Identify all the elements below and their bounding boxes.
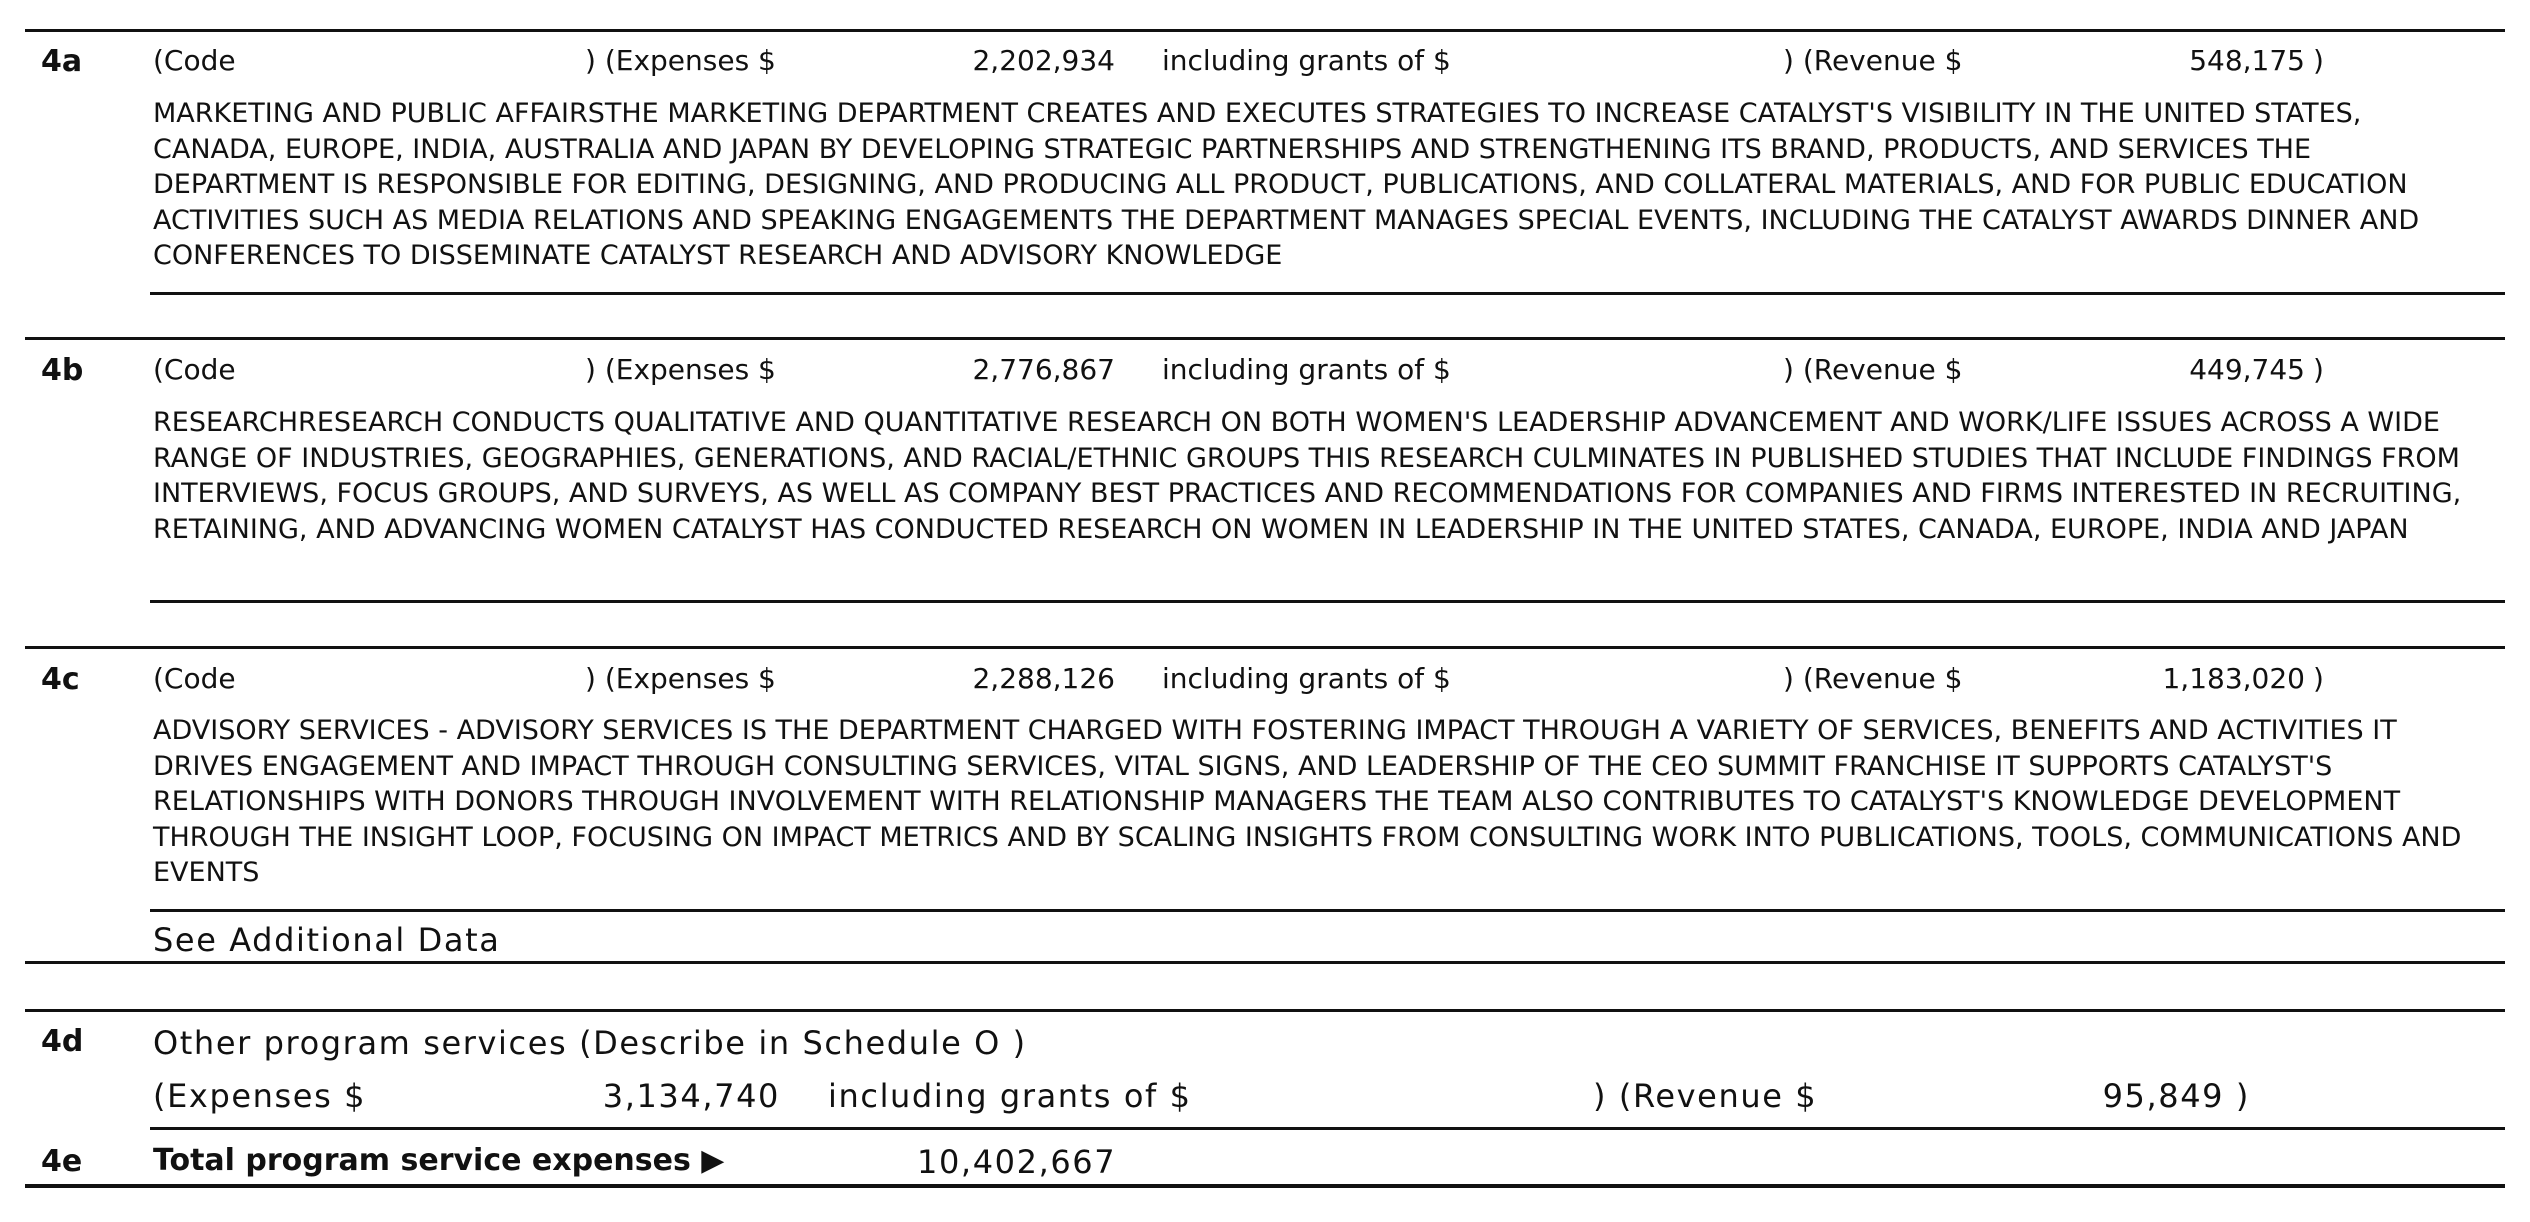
program-description: RESEARCHRESEARCH CONDUCTS QUALITATIVE AND QUANTITATIVE RESEARCH ON BOTH WOMEN'S LEADERSHIP ADVANCEMENT AND WORK/LIFE ISSUES ACROSS A WIDE RANGE OF INDUSTRIES, GEOGRAPHIES, GENERATIONS, AND RACIAL/ETHNIC GROUPS THIS RESEARCH CULMINATES IN PUBLISHED STUDIES THAT INCLUDE FINDINGS FROM INTERVIEWS, FOCUS GROUPS, AND SURVEYS, AS WELL AS COMPANY BEST PRACTICES AND RECOMMENDATIONS FOR COMPANIES AND FIRMS INTERESTED IN RECRUITING, RETAINING, AND ADVANCING WOMEN CATALYST HAS CONDUCTED RESEARCH ON WOMEN IN LEADERSHIP IN THE UNITED STATES, CANADA, EUROPE, INDIA AND JAPAN — [153, 407, 2462, 545]
line-number: 4b — [41, 353, 84, 388]
expenses-label: (Expenses $ — [153, 1077, 367, 1115]
divider — [25, 1009, 2505, 1012]
grants-label: including grants of $ — [828, 1077, 1192, 1115]
divider — [25, 337, 2505, 340]
other-program-services-label: Other program services (Describe in Schedule O ) — [153, 1024, 1027, 1062]
divider — [25, 1184, 2505, 1188]
expenses-value: 2,776,867 — [972, 353, 1115, 386]
revenue-value: 1,183,020 — [2162, 662, 2305, 695]
expenses-value: 2,288,126 — [972, 662, 1115, 695]
expenses-label: ) (Expenses $ — [585, 353, 776, 386]
divider — [25, 29, 2505, 32]
code-label: (Code — [153, 662, 236, 695]
divider — [25, 961, 2505, 964]
revenue-label: ) (Revenue $ — [1783, 353, 1963, 386]
revenue-label: ) (Revenue $ — [1783, 662, 1963, 695]
grants-label: including grants of $ — [1162, 353, 1451, 386]
divider — [150, 292, 2505, 295]
program-description: ADVISORY SERVICES - ADVISORY SERVICES IS THE DEPARTMENT CHARGED WITH FOSTERING IMPACT THROUGH A VARIETY OF SERVICES, BENEFITS AND ACTIVITIES IT DRIVES ENGAGEMENT AND IMPACT THROUGH CONSULTING SERVICES, VITAL SIGNS, AND LEADERSHIP OF THE CEO SUMMIT FRANCHISE IT SUPPORTS CATALYST'S RELATIONSHIPS WITH DONORS THROUGH INVOLVEMENT WITH RELATIONSHIP MANAGERS THE TEAM ALSO CONTRIBUTES TO CATALYST'S KNOWLEDGE DEVELOPMENT THROUGH THE INSIGHT LOOP, FOCUSING ON IMPACT METRICS AND BY SCALING INSIGHTS FROM CONSULTING WORK INTO PUBLICATIONS, TOOLS, COMMUNICATIONS AND EVENTS — [153, 715, 2462, 888]
line-number: 4e — [41, 1144, 83, 1179]
line-number: 4a — [41, 44, 83, 79]
code-label: (Code — [153, 353, 236, 386]
close-paren: ) — [2313, 353, 2324, 386]
revenue-value: 548,175 — [2189, 44, 2305, 77]
divider — [25, 646, 2505, 649]
revenue-value: 95,849 ) — [2102, 1077, 2250, 1115]
grants-label: including grants of $ — [1162, 44, 1451, 77]
program-description: MARKETING AND PUBLIC AFFAIRSTHE MARKETING DEPARTMENT CREATES AND EXECUTES STRATEGIES TO INCREASE CATALYST'S VISIBILITY IN THE UNITED STATES, CANADA, EUROPE, INDIA, AUSTRALIA AND JAPAN BY DEVELOPING STRATEGIC PARTNERSHIPS AND STRENGTHENING ITS BRAND, PRODUCTS, AND SERVICES THE DEPARTMENT IS RESPONSIBLE FOR EDITING, DESIGNING, AND PRODUCING ALL PRODUCT, PUBLICATIONS, AND COLLATERAL MATERIALS, AND FOR PUBLIC EDUCATION ACTIVITIES SUCH AS MEDIA RELATIONS AND SPEAKING ENGAGEMENTS THE DEPARTMENT MANAGES SPECIAL EVENTS, INCLUDING THE CATALYST AWARDS DINNER AND CONFERENCES TO DISSEMINATE CATALYST RESEARCH AND ADVISORY KNOWLEDGE — [153, 98, 2420, 271]
see-additional-data: See Additional Data — [153, 921, 501, 959]
revenue-label: ) (Revenue $ — [1783, 44, 1963, 77]
close-paren: ) — [2313, 44, 2324, 77]
total-program-service-expenses-value: 10,402,667 — [917, 1143, 1117, 1181]
divider — [150, 909, 2505, 912]
divider — [150, 1127, 2505, 1130]
revenue-label: ) (Revenue $ — [1593, 1077, 1818, 1115]
expenses-value: 3,134,740 — [602, 1077, 780, 1115]
total-program-service-expenses-label: Total program service expenses ▶ — [153, 1143, 725, 1178]
divider — [150, 600, 2505, 603]
close-paren: ) — [2313, 662, 2324, 695]
line-number: 4d — [41, 1024, 84, 1059]
expenses-label: ) (Expenses $ — [585, 662, 776, 695]
code-label: (Code — [153, 44, 236, 77]
grants-label: including grants of $ — [1162, 662, 1451, 695]
line-number: 4c — [41, 662, 80, 697]
revenue-value: 449,745 — [2189, 353, 2305, 386]
expenses-value: 2,202,934 — [972, 44, 1115, 77]
expenses-label: ) (Expenses $ — [585, 44, 776, 77]
